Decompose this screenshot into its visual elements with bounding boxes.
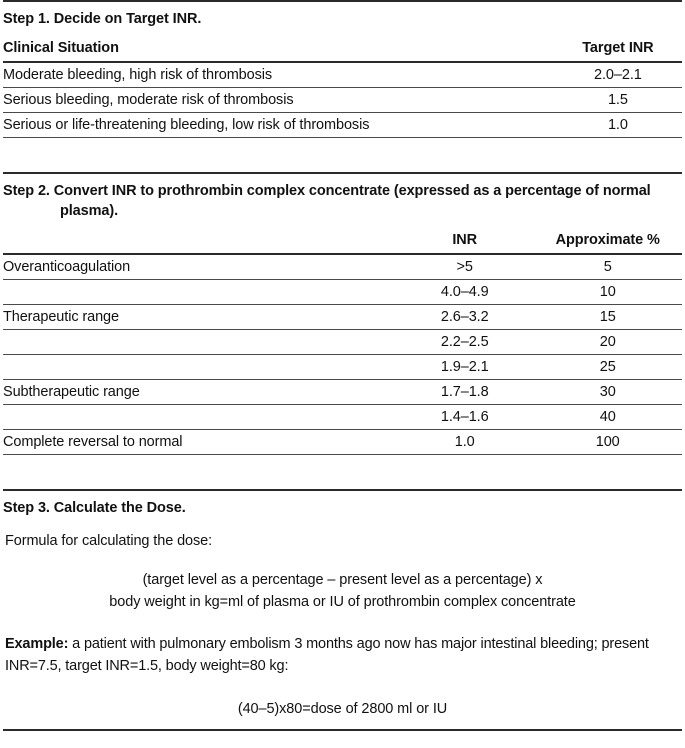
- cell-percent: 10: [599, 283, 616, 300]
- cell-label: [3, 404, 390, 429]
- cell-percent: 5: [603, 258, 612, 275]
- step-1-header-target-inr: Target INR: [582, 39, 654, 56]
- formula-line-2: body weight in kg=ml of plasma or IU of prothrombin complex concentrate: [109, 594, 576, 611]
- cell-target-inr: 2.0–2.1: [594, 66, 642, 83]
- cell-inr: 1.4–1.6: [440, 408, 489, 425]
- cell-situation: Serious bleeding, moderate risk of thrombosis: [3, 91, 294, 108]
- cell-inr: 2.2–2.5: [440, 333, 489, 350]
- step-1-header-row: [3, 36, 682, 62]
- cell-situation: Serious or life-threatening bleeding, low risk of thrombosis: [3, 116, 370, 133]
- cell-label: Overanticoagulation: [3, 258, 131, 275]
- example-result: (40–5)x80=dose of 2800 ml or IU: [237, 701, 448, 718]
- table-row: [3, 254, 682, 280]
- step-3-title: Step 3. Calculate the Dose.: [3, 499, 186, 516]
- step-1-section: [3, 0, 682, 138]
- step-2-header-row: [3, 228, 682, 254]
- cell-target-inr: 1.0: [607, 116, 628, 133]
- cell-label: [3, 329, 390, 354]
- table-row: [3, 87, 682, 112]
- cell-percent: 100: [595, 433, 620, 450]
- cell-percent: 20: [599, 333, 616, 350]
- table-row: [3, 112, 682, 137]
- section-gap-1: [3, 138, 682, 172]
- step-2-title: Step 2. Convert INR to prothrombin complex concentrate (expressed as a percentage of normal plasma).: [3, 182, 651, 220]
- dose-formula: [3, 554, 682, 618]
- step-2-header-inr: INR: [452, 231, 478, 248]
- step-2-section: [3, 172, 682, 455]
- cell-inr: >5: [456, 258, 473, 275]
- step-3-section: [3, 489, 682, 731]
- cell-label: Subtherapeutic range: [3, 383, 140, 400]
- cell-inr: 2.6–3.2: [440, 308, 489, 325]
- step-1-table: [3, 36, 682, 137]
- step-2-table-body: [3, 254, 682, 454]
- example-label: Example:: [5, 635, 69, 652]
- step-1-title: Step 1. Decide on Target INR.: [3, 11, 202, 27]
- table-row: [3, 379, 682, 404]
- table-row: [3, 404, 682, 429]
- cell-target-inr: 1.5: [607, 91, 628, 108]
- step-2-header-blank: [3, 228, 390, 254]
- formula-line-1: (target level as a percentage – present level as a percentage) x: [142, 572, 543, 589]
- cell-label: [3, 279, 390, 304]
- table-row: [3, 429, 682, 454]
- cell-inr: 1.9–2.1: [440, 358, 489, 375]
- step-3-bottom-rule: [3, 729, 682, 731]
- step-1-table-body: [3, 62, 682, 137]
- cell-label: [3, 354, 390, 379]
- step-2-header-approximate-percent: Approximate %: [555, 231, 660, 248]
- cell-percent: 15: [599, 308, 616, 325]
- step-1-table-head: [3, 36, 682, 62]
- step-1-header-clinical-situation: Clinical Situation: [3, 39, 119, 56]
- table-row: [3, 304, 682, 329]
- example-text: a patient with pulmonary embolism 3 months ago now has major intestinal bleeding; present INR=7.5, target INR=1.5, body weight=80 kg:: [5, 635, 649, 674]
- cell-inr: 4.0–4.9: [440, 283, 489, 300]
- cell-percent: 30: [599, 383, 616, 400]
- table-row: [3, 329, 682, 354]
- example-paragraph: [3, 618, 682, 678]
- cell-label: Therapeutic range: [3, 308, 119, 325]
- cell-percent: 40: [599, 408, 616, 425]
- table-row: [3, 354, 682, 379]
- cell-inr: 1.0: [454, 433, 475, 450]
- cell-percent: 25: [599, 358, 616, 375]
- step-2-table: [3, 228, 682, 454]
- step-2-table-head: [3, 228, 682, 254]
- cell-inr: 1.7–1.8: [440, 383, 489, 400]
- cell-situation: Moderate bleeding, high risk of thrombosis: [3, 66, 273, 83]
- formula-intro: Formula for calculating the dose:: [5, 533, 213, 550]
- table-row: [3, 62, 682, 88]
- table-row: [3, 279, 682, 304]
- cell-label: Complete reversal to normal: [3, 433, 183, 450]
- section-gap-2: [3, 455, 682, 489]
